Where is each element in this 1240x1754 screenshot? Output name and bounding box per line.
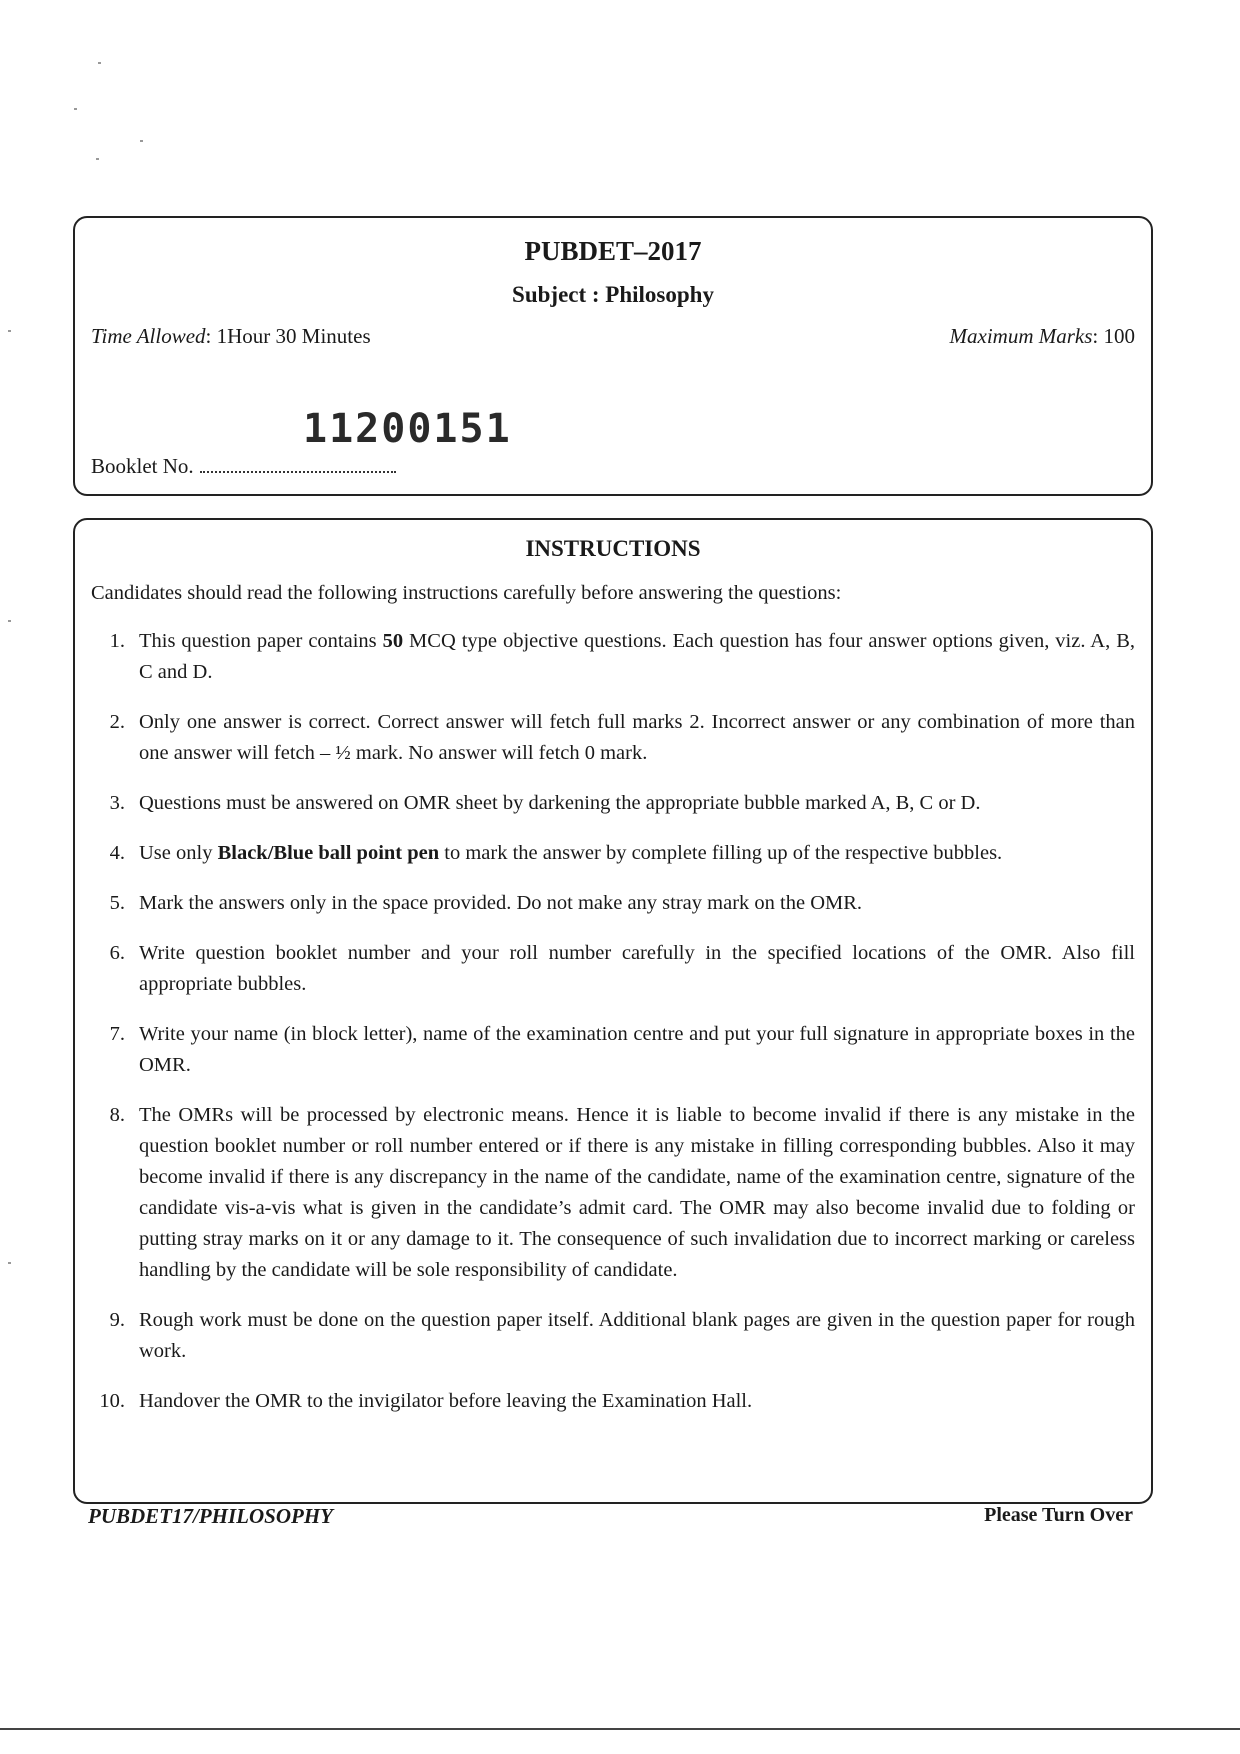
instruction-item: [91, 1019, 1135, 1081]
instruction-text: This question paper contains: [139, 630, 383, 652]
instruction-item: [91, 1305, 1135, 1367]
instruction-item: [91, 1386, 1135, 1417]
instruction-text: Write question booklet number and your roll number carefully in the specified locations of the OMR. Also fill appropriate bubbles.: [139, 942, 1135, 995]
instruction-item: [91, 838, 1135, 869]
instruction-text: to mark the answer by complete filling up of the respective bubbles.: [439, 842, 1003, 864]
instructions-intro: Candidates should read the following instructions carefully before answering the questions:: [91, 582, 842, 604]
scan-speck: [8, 330, 11, 332]
scan-speck: [96, 158, 99, 160]
time-allowed-label: Time Allowed: [91, 324, 206, 348]
instruction-text: MCQ type objective questions. Each question has four answer options given, viz. A, B, C and D.: [139, 630, 1135, 683]
instruction-number: 8.: [109, 1104, 125, 1126]
instruction-number: 2.: [109, 711, 125, 733]
instruction-number: 10.: [99, 1390, 125, 1412]
booklet-label: [91, 454, 396, 479]
time-allowed-value: : 1Hour 30 Minutes: [205, 324, 371, 348]
instruction-item: [91, 626, 1135, 688]
instruction-item: [91, 938, 1135, 1000]
instruction-number: 1.: [109, 630, 125, 652]
instructions-list: [91, 626, 1135, 1436]
instruction-bold-text: 50: [382, 630, 404, 652]
scan-speck: [98, 62, 101, 64]
max-marks: [950, 324, 1135, 349]
instruction-text: The OMRs will be processed by electronic means. Hence it is liable to become invalid if there is any mistake in the question booklet number or roll number entered or if there is any mistake in filling corresponding bubbles. Also it may become invalid if there is any discrepancy in the name of the candidate, name of the examination centre, signature of the candidate vis-a-vis what is given in the candidate’s admit card. The OMR may also become invalid due to folding or putting stray marks on it or any damage to it. The consequence of such invalidation due to incorrect marking or careless handling by the candidate will be sole responsibility of candidate.: [139, 1104, 1135, 1281]
instruction-text: Rough work must be done on the question paper itself. Additional blank pages are given in the question paper for rough work.: [139, 1309, 1135, 1362]
instruction-number: 9.: [109, 1309, 125, 1331]
instruction-number: 6.: [109, 942, 125, 964]
instruction-item: [91, 1100, 1135, 1286]
instruction-text: Questions must be answered on OMR sheet by darkening the appropriate bubble marked A, B, C or D.: [139, 792, 981, 814]
subject-line: Subject : Philosophy: [512, 282, 714, 307]
instruction-bold-text: Black/Blue ball point pen: [217, 842, 440, 864]
exam-title: PUBDET–2017: [524, 236, 702, 266]
instruction-number: 5.: [109, 892, 125, 914]
instructions-heading: INSTRUCTIONS: [525, 536, 701, 561]
instruction-text: Handover the OMR to the invigilator before leaving the Examination Hall.: [139, 1390, 753, 1412]
scan-speck: [8, 620, 11, 622]
instruction-number: 3.: [109, 792, 125, 814]
scan-speck: [74, 108, 77, 110]
instruction-number: 4.: [109, 842, 125, 864]
booklet-label-text: Booklet No.: [91, 454, 194, 478]
bottom-rule: [0, 1728, 1240, 1730]
max-marks-value: : 100: [1092, 324, 1135, 348]
instruction-text: Write your name (in block letter), name of the examination centre and put your full signature in appropriate boxes in the OMR.: [139, 1023, 1135, 1076]
time-allowed: [91, 324, 371, 349]
scan-speck: [8, 1262, 11, 1264]
booklet-number-stamp: 11200151: [303, 406, 512, 452]
instruction-text: Mark the answers only in the space provided. Do not make any stray mark on the OMR.: [139, 892, 863, 914]
booklet-dotted-line: [200, 457, 396, 473]
instructions-box: [73, 518, 1153, 1504]
instruction-text: Only one answer is correct. Correct answer will fetch full marks 2. Incorrect answer or any combination of more than one answer will fetch – ½ mark. No answer will fetch 0 mark.: [139, 711, 1135, 764]
instruction-item: [91, 888, 1135, 919]
max-marks-label: Maximum Marks: [949, 324, 1093, 348]
instruction-number: 7.: [109, 1023, 125, 1045]
scan-speck: [140, 140, 143, 142]
instruction-item: [91, 788, 1135, 819]
instruction-item: [91, 707, 1135, 769]
header-box: [73, 216, 1153, 496]
instruction-text: Use only: [139, 842, 218, 864]
paper-code: PUBDET17/PHILOSOPHY: [88, 1504, 333, 1528]
please-turn-over: Please Turn Over: [984, 1504, 1133, 1526]
